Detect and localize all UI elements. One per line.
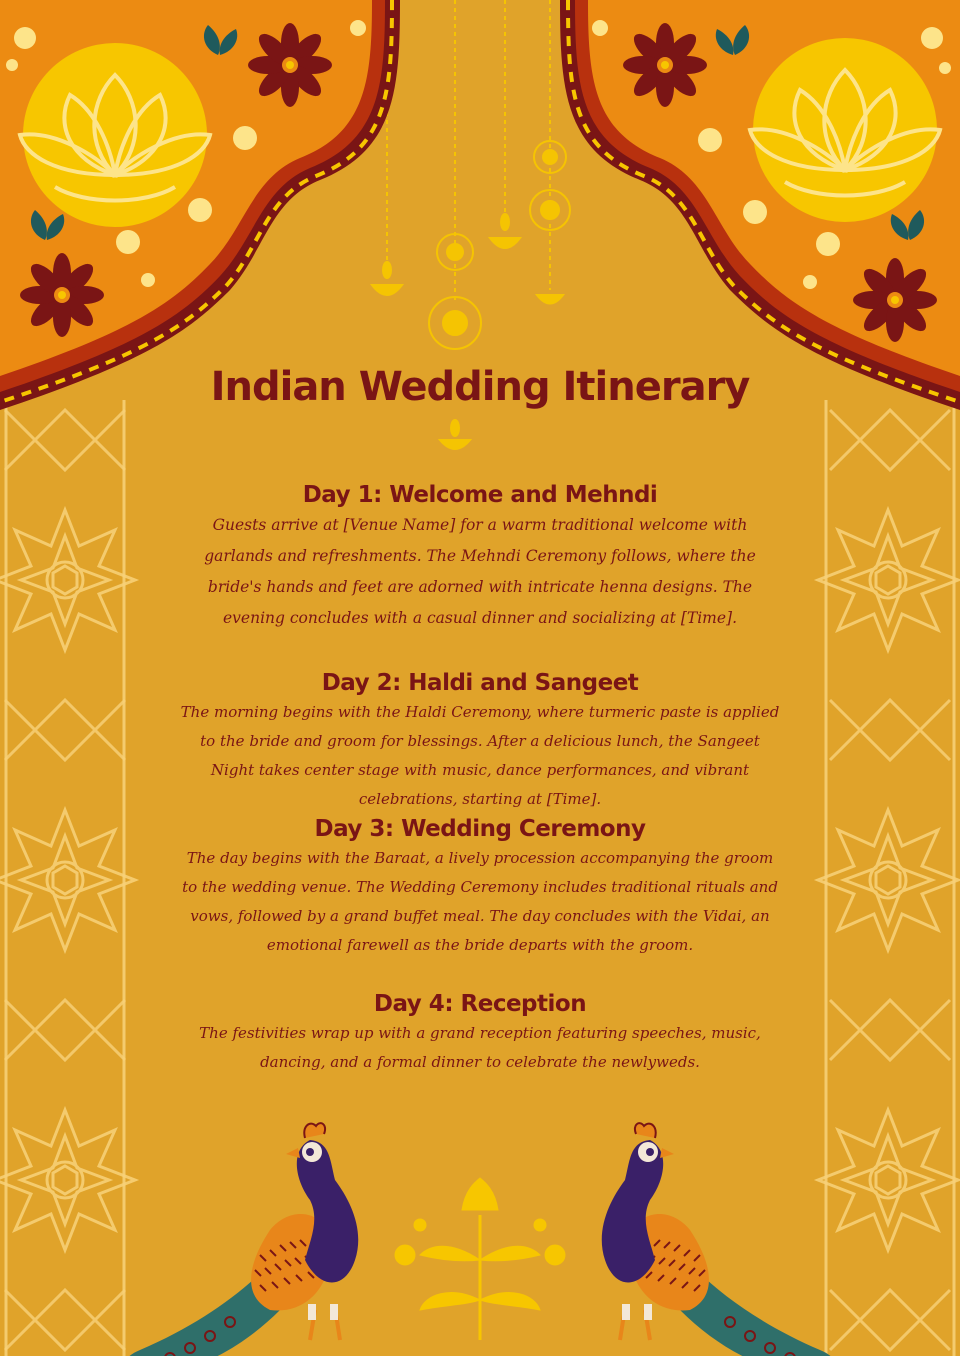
right-corner [560,0,960,410]
day-3-description: The day begins with the Baraat, a lively procession accompanying the groom to the wedding venue. The Wedding Ceremony includes traditional rituals and vows, followed by a grand buffet meal. The day concludes with the Vidai, an emotional farewell as the bride departs with the groom. [182,849,778,954]
day-2-heading: Day 2: Haldi and Sangeet [321,670,639,696]
left-corner [0,0,400,410]
day-1-heading: Day 1: Welcome and Mehndi [302,482,658,508]
day-2-description: The morning begins with the Haldi Ceremony, where turmeric paste is applied to the bride and groom for blessings. After a delicious lunch, the Sangeet Night takes center stage with music, dance performances, and vibrant celebrations, starting at [Time]. [180,703,780,808]
left-border-pattern [0,400,135,1356]
peacock-left [122,1123,358,1356]
day-1-description: Guests arrive at [Venue Name] for a warm traditional welcome with garlands and refreshments. The Mehndi Ceremony follows, where the bride's hands and feet are adorned with intricate henna designs. The evening concludes with a casual dinner and socializing at [Time]. [204,516,756,627]
peacock-right [602,1123,838,1356]
day-4-description: The festivities wrap up with a grand reception featuring speeches, music, dancing, and a formal dinner to celebrate the newlyweds. [199,1024,761,1071]
day-2-section [180,670,780,814]
day-3-heading: Day 3: Wedding Ceremony [314,816,646,842]
day-4-heading: Day 4: Reception [373,991,587,1017]
day-4-section [180,991,780,1077]
page-title: Indian Wedding Itinerary [210,364,750,410]
bottom-lotus-plant [395,1178,565,1340]
day-1-section [180,482,780,634]
day-3-section [180,816,780,960]
right-border-pattern [818,400,958,1356]
